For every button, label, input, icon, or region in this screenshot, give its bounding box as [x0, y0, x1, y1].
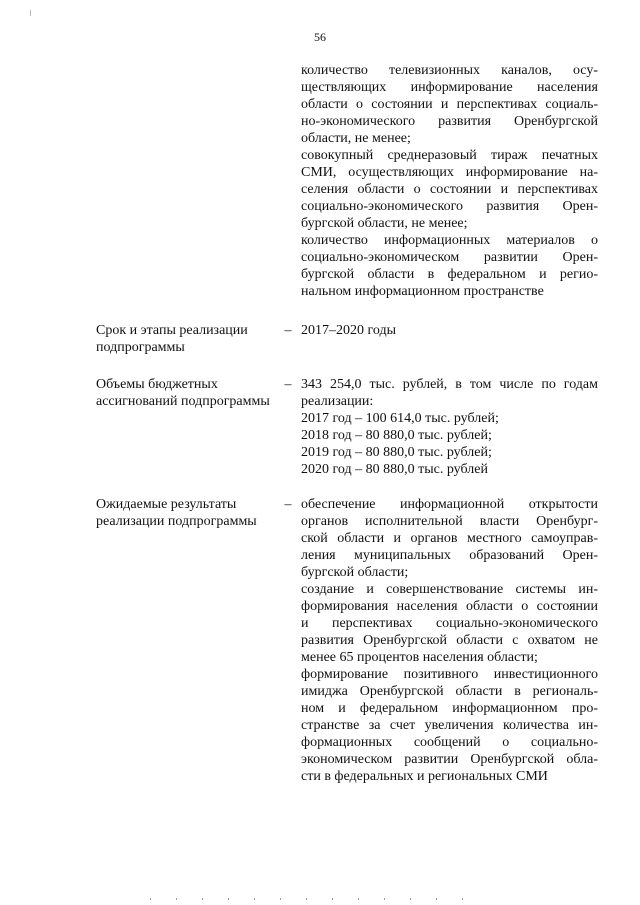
- text-line: социально-экономического развития Орен-: [301, 199, 598, 214]
- dash-separator: –: [284, 323, 292, 338]
- text-line: количество телевизионных каналов, осу-: [301, 63, 598, 78]
- scan-artifact: [30, 10, 31, 16]
- label-line: ассигнований подпрограммы: [96, 394, 270, 409]
- value-line: ской области и органов местного самоуправ-: [301, 531, 598, 546]
- label-line: Объемы бюджетных: [96, 377, 218, 392]
- value-line: 2017 год – 100 614,0 тыс. рублей;: [301, 411, 499, 426]
- value-line: 2019 год – 80 880,0 тыс. рублей;: [301, 445, 492, 460]
- section-label: [96, 322, 276, 356]
- value-line: 2020 год – 80 880,0 тыс. рублей: [301, 462, 488, 477]
- section-value: [301, 376, 598, 478]
- dash-separator: –: [284, 377, 292, 392]
- value-line: 2017–2020 годы: [301, 323, 397, 338]
- value-line: и перспективах социально-экономического: [301, 616, 598, 631]
- value-line: экономическом развитии Оренбургской обла-: [301, 752, 598, 767]
- section-label: [96, 376, 276, 410]
- value-line: имиджа Оренбургской области в региональ-: [301, 684, 598, 699]
- label-line: Ожидаемые результаты: [96, 497, 237, 512]
- value-line: сти в федеральных и региональных СМИ: [301, 769, 548, 784]
- section-value: [301, 322, 598, 339]
- dash-separator: –: [284, 497, 292, 512]
- section-value: [301, 496, 598, 785]
- value-line: создание и совершенствование системы ин-: [301, 582, 598, 597]
- text-line: бургской области, не менее;: [301, 216, 468, 231]
- text-line: совокупный среднеразовый тираж печатных: [301, 148, 598, 163]
- label-line: Срок и этапы реализации: [96, 323, 248, 338]
- text-line: нальном информационном пространстве: [301, 284, 544, 299]
- text-line: селения области о состоянии и перспективах: [301, 182, 598, 197]
- value-line: бургской области;: [301, 565, 409, 580]
- section-label: [96, 496, 276, 530]
- label-line: подпрограммы: [96, 340, 185, 355]
- page-number: 56: [314, 30, 326, 44]
- value-line: реализации:: [301, 394, 374, 409]
- value-line: формирования населения области о состоянии: [301, 599, 598, 614]
- text-line: бургской области в федеральном и регио-: [301, 267, 598, 282]
- scan-artifact-dots: [150, 898, 470, 900]
- value-line: формационных сообщений о социально-: [301, 735, 598, 750]
- text-line: но-экономического развития Оренбургской: [301, 114, 598, 129]
- label-line: реализации подпрограммы: [96, 514, 257, 529]
- value-line: развития Оренбургской области с охватом не: [301, 633, 598, 648]
- value-line: формирование позитивного инвестиционного: [301, 667, 598, 682]
- text-line: СМИ, осуществляющих информирование на-: [301, 165, 598, 180]
- text-line: социально-экономическом развитии Орен-: [301, 250, 598, 265]
- value-line: обеспечение информационной открытости: [301, 497, 598, 512]
- value-line: ном и федеральном информационном про-: [301, 701, 598, 716]
- continuation-text-block: [301, 62, 598, 300]
- value-line: органов исполнительной власти Оренбург-: [301, 514, 598, 529]
- text-line: ществляющих информирование населения: [301, 80, 598, 95]
- value-line: менее 65 процентов населения области;: [301, 650, 538, 665]
- value-line: ления муниципальных образований Орен-: [301, 548, 598, 563]
- value-line: 2018 год – 80 880,0 тыс. рублей;: [301, 428, 492, 443]
- value-line: 343 254,0 тыс. рублей, в том числе по годам: [301, 377, 598, 392]
- text-line: количество информационных материалов о: [301, 233, 598, 248]
- value-line: странстве за счет увеличения количества ин-: [301, 718, 598, 733]
- text-line: области, не менее;: [301, 131, 411, 146]
- text-line: области о состоянии и перспективах социаль-: [301, 97, 598, 112]
